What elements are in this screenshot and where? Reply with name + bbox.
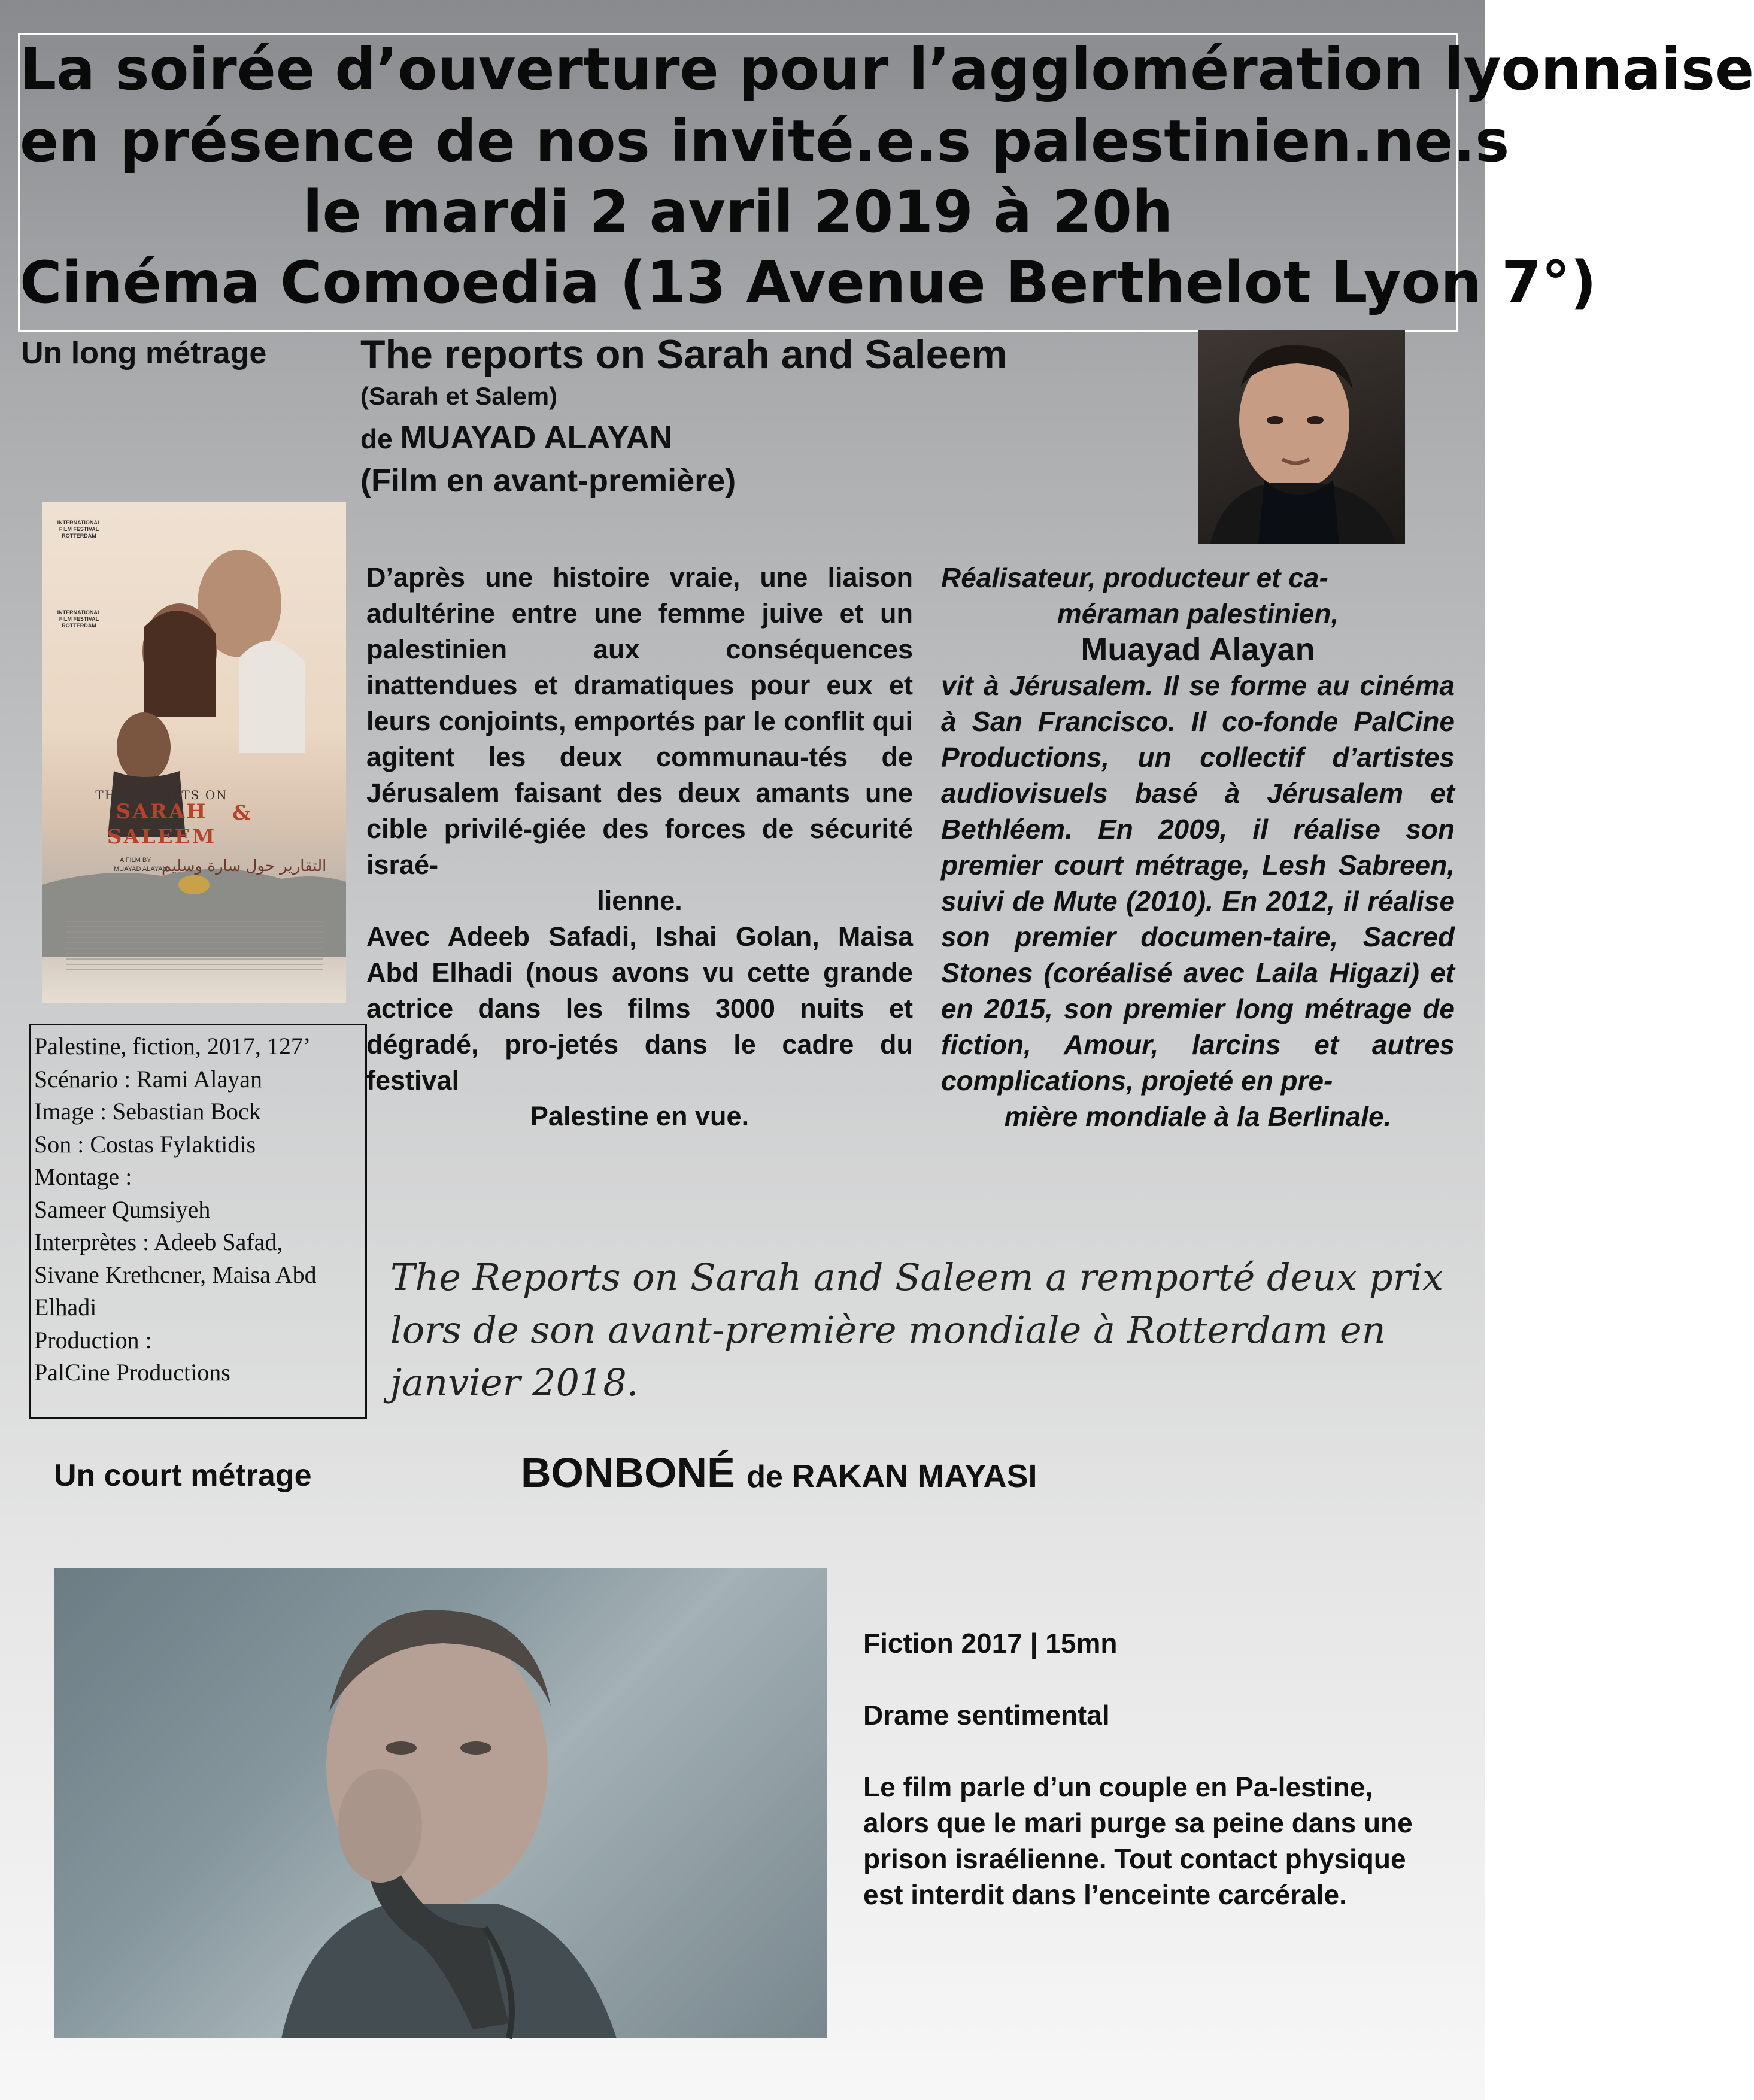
- credit-line: Elhadi: [34, 1294, 97, 1321]
- credits-box: [29, 1024, 367, 1419]
- short-director-prefix: de: [746, 1459, 792, 1494]
- short-title-line: [521, 1449, 1037, 1497]
- bio-text: vit à Jérusalem. Il se forme au cinéma à San Francisco. Il co-fonde PalCine Productions, un collectif d’artistes audiovisuels basé à Jérusalem et Bethléem. En 2009, il réalise son premier court métrage, Lesh Sabreen, suivi de Mute (2010). En 2012, il réalise son premier documen-taire, Sacred Stones (coréalisé avec Laila Higazi) et en 2015, son premier long métrage de fiction, Amour, larcins et autres complications, projeté en pre-: [941, 670, 1455, 1096]
- poster-laurel-2: INTERNATIONAL FILM FESTIVAL ROTTERDAM: [57, 609, 101, 629]
- short-film-still: [54, 1568, 827, 2038]
- feature-note: (Film en avant-première): [360, 463, 736, 499]
- feature-french-title: (Sarah et Salem): [360, 382, 558, 410]
- director-prefix: de: [360, 423, 400, 454]
- credit-line: Sivane Krethcner, Maisa Abd: [34, 1261, 317, 1288]
- short-synopsis: Le film parle d’un couple en Pa-lestine, alors que le mari purge sa peine dans une prison israélienne. Tout contact physique est interdit dans l’enceinte carcérale.: [863, 1771, 1413, 1910]
- director-portrait: [1198, 330, 1405, 544]
- short-meta: Fiction 2017 | 15mn: [863, 1628, 1118, 1659]
- credit-line: PalCine Productions: [34, 1359, 230, 1386]
- synopsis-main: D’après une histoire vraie, une liaison adultérine entre une femme juive et un palestinien aux conséquences inattendues et dramatiques pour eux et leurs conjoints, emportés par le conflit qui agitent les deux communau-tés de Jérusalem faisant des deux amants une cible privilé-giée des forces de sécurité israé-: [366, 562, 913, 880]
- poster-laurel-1: INTERNATIONAL FILM FESTIVAL ROTTERDAM: [57, 520, 101, 539]
- header-line-4: Cinéma Comoedia (13 Avenue Berthelot Lyon 7°): [20, 249, 1597, 316]
- cast-end: Palestine en vue.: [530, 1101, 749, 1131]
- poster-ampersand: &: [232, 801, 251, 825]
- portrait-illustration: [1198, 330, 1405, 544]
- poster-title-1: SARAH: [116, 800, 208, 824]
- short-details: [863, 1625, 1438, 1913]
- synopsis-end: lienne.: [597, 885, 682, 916]
- poster-title-2: SALEEM: [107, 825, 217, 849]
- header-line-1: La soirée d’ouverture pour l’agglomération lyonnaise: [20, 36, 1754, 103]
- bio-intro: Réalisateur, producteur et ca-: [941, 562, 1328, 593]
- feature-label: Un long métrage: [21, 336, 267, 371]
- header-line-3: le mardi 2 avril 2019 à 20h: [302, 178, 1173, 245]
- poster-heading: THE REPORTS ON: [95, 788, 228, 802]
- bio-intro-2: méraman palestinien,: [1057, 598, 1339, 629]
- poster-director: MUAYAD ALAYAN: [114, 866, 168, 873]
- credit-line: Scénario : Rami Alayan: [34, 1065, 263, 1093]
- prize-statement: The Reports on Sarah and Saleem a remporté deux prix lors de son avant-première mondiale à Rotterdam en janvier 2018.: [390, 1255, 1444, 1404]
- event-header: [18, 33, 1754, 332]
- bio-end: mière mondiale à la Berlinale.: [1004, 1101, 1392, 1132]
- credit-line: Palestine, fiction, 2017, 127’: [34, 1033, 311, 1060]
- short-title: BONBONÉ: [521, 1449, 735, 1496]
- film-poster: [42, 502, 346, 1003]
- header-line-2: en présence de nos invité.e.s palestinien.ne.s: [20, 108, 1510, 175]
- director-name: MUAYAD ALAYAN: [400, 420, 673, 456]
- credit-line: Image : Sebastian Bock: [34, 1098, 261, 1125]
- feature-title: The reports on Sarah and Saleem: [360, 332, 1008, 377]
- director-bio: [941, 560, 1455, 1134]
- cast-main: Avec Adeeb Safadi, Ishai Golan, Maisa Abd Elhadi (nous avons vu cette grande actrice dans les films 3000 nuits et dégradé, pro-jetés dans le cadre du festival: [366, 921, 913, 1095]
- feature-director-line: [360, 419, 673, 456]
- poster-byline: A FILM BY: [120, 857, 151, 864]
- poster-credits-block: [66, 921, 323, 975]
- short-director: RAKAN MAYASI: [791, 1458, 1037, 1494]
- credit-line: Sameer Qumsiyeh: [34, 1195, 211, 1223]
- poster-arabic-title: التقارير حول سارة وسليم: [162, 857, 327, 875]
- credit-line: Interprètes : Adeeb Safad,: [34, 1228, 283, 1255]
- short-genre: Drame sentimental: [863, 1700, 1110, 1731]
- credit-line: Production :: [34, 1326, 152, 1354]
- credit-line: Son : Costas Fylaktidis: [34, 1130, 256, 1158]
- still-illustration: [54, 1568, 827, 2038]
- credit-line: Montage :: [34, 1163, 132, 1190]
- bio-name: Muayad Alayan: [1081, 632, 1315, 667]
- feature-synopsis: [366, 560, 913, 1134]
- short-label: Un court métrage: [54, 1458, 312, 1493]
